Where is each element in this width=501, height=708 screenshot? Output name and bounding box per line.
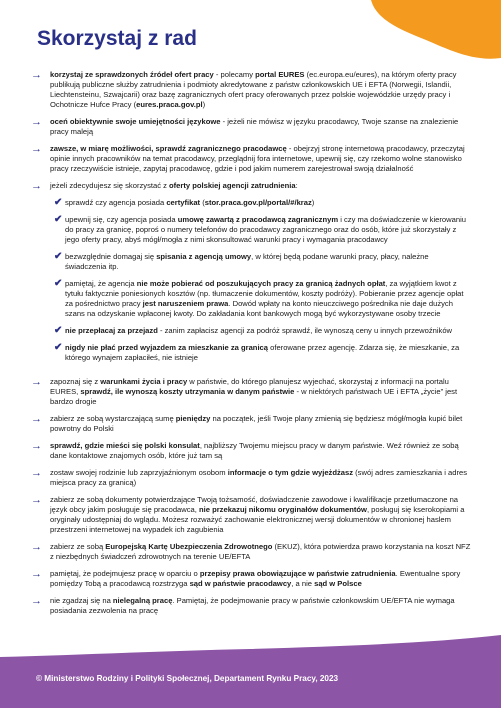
text-segment: , za wyjątkiem kwot z tytułu faktycznie poniesionych kosztów (np. tłumaczenie dokumentów, koszty podróży). Pobieranie przez agencje opłat za pośrednictwo pracy — [65, 279, 464, 308]
checklist-text — [65, 279, 471, 319]
bold-text-segment: stor.praca.gov.pl/portal/#/kraz — [204, 198, 312, 207]
text-segment: bezwzględnie domagaj się — [65, 252, 157, 261]
checklist-text — [65, 198, 471, 208]
bold-text-segment: informacje o tym gdzie wyjeżdżasz — [227, 468, 354, 477]
text-segment: zostaw swojej rodzinie lub zaprzyjaźnionym osobom — [50, 468, 228, 477]
orange-decoration-shape — [351, 0, 501, 60]
checklist-item — [54, 198, 471, 208]
bold-text-segment: eures.praca.gov.pl — [136, 100, 203, 109]
purple-wave-shape — [0, 635, 501, 708]
advice-text — [50, 468, 471, 488]
bold-text-segment: jest naruszeniem prawa — [142, 299, 229, 308]
text-segment: : — [295, 181, 298, 190]
advice-text — [50, 70, 471, 110]
checklist-text — [65, 343, 471, 363]
advice-item — [31, 542, 471, 562]
bold-text-segment: przepisy prawa obowiązujące w państwie zatrudnienia — [199, 569, 396, 578]
text-segment: . Ewentualne spory pomiędzy Tobą a pracodawcą rozstrzyga — [50, 569, 461, 588]
advice-list — [31, 70, 471, 623]
bold-text-segment: nie przekazuj nikomu oryginałów dokumentów — [199, 505, 367, 514]
bold-text-segment: korzystaj ze sprawdzonych źródeł ofert pracy — [50, 70, 214, 79]
text-segment: na początek, jeśli Twoje plany zmienią się będziesz mógł/mogła kupić bilet powrotny do Polski — [50, 414, 463, 433]
advice-text — [50, 596, 471, 616]
advice-text — [50, 414, 471, 434]
text-segment: . Dowód wpłaty na konto nieuczciwego pośrednika nie daje dużych szans na odzyskanie wpłaconej kwoty. Do zakładania kont bankowych mogą być wykorzystywane osoby trzecie — [65, 299, 453, 318]
text-segment: - polecamy — [213, 70, 256, 79]
text-segment: oferowane przez agencję. Zdarza się, że mieszkanie, za którego wynajem zapłaciłeś, nie istnieje — [65, 343, 460, 362]
check-icon: ✔ — [54, 278, 63, 289]
arrow-right-icon: → — [31, 467, 42, 479]
bold-text-segment: zawsze, w miarę możliwości, sprawdź zagranicznego pracodawcę — [50, 144, 287, 153]
arrow-right-icon: → — [31, 143, 42, 155]
bold-text-segment: pieniędzy — [175, 414, 211, 423]
checklist-item — [54, 326, 471, 336]
text-segment: upewnij się, czy agencja posiada — [65, 215, 178, 224]
text-segment: ( — [200, 198, 205, 207]
bold-text-segment: umowę zawartą z pracodawcą zagranicznym — [177, 215, 339, 224]
text-segment: zabierz ze sobą dokumenty potwierdzające Twoją tożsamość, doświadczenie zawodowe i kwalifikacje przetłumaczone na język obcy jakim posługuje się pracodawca, — [50, 495, 459, 514]
checklist-item — [54, 252, 471, 272]
advice-item — [31, 441, 471, 461]
text-segment: - zanim zapłacisz agencji za podróż sprawdź, ile wynoszą ceny u innych przewoźników — [157, 326, 453, 335]
checklist-item — [54, 279, 471, 319]
advice-item — [31, 468, 471, 488]
text-segment: , w której będą podane warunki pracy, płacy, należne świadczenia itp. — [65, 252, 429, 271]
text-segment: - w niektórych państwach UE i EFTA „życie” jest bardzo drogie — [50, 387, 458, 406]
bold-text-segment: sprawdź, gdzie mieści się polski konsulat — [50, 441, 200, 450]
agency-checklist — [54, 198, 471, 363]
advice-item — [31, 144, 471, 174]
checklist-item — [54, 343, 471, 363]
bold-text-segment: certyfikat — [166, 198, 201, 207]
text-segment: , najbliższy Twojemu miejscu pracy w danym państwie. Weź również ze sobą dane kontaktowe znajomych osób, które już tam są — [50, 441, 459, 460]
advice-text — [50, 144, 471, 174]
text-segment: , posługuj się kserokopiami a oryginały udostępniaj do wglądu. Możesz rozważyć zachowanie elektronicznej wersji dokumentów w chronionej haslem przestrzeni internetowej na wypadek ich zagubienia — [50, 505, 465, 534]
text-segment: ) — [202, 100, 206, 109]
text-segment: jeżeli zdecydujesz się skorzystać z — [50, 181, 170, 190]
checklist-item — [54, 215, 471, 245]
bold-text-segment: oceń obiektywnie swoje umiejętności językowe — [50, 117, 221, 126]
bold-text-segment: nielegalną pracę — [112, 596, 173, 605]
advice-text — [50, 569, 471, 589]
bold-text-segment: sprawdź, ile wynoszą koszty utrzymania w danym państwie — [80, 387, 295, 396]
checklist-text — [65, 252, 471, 272]
text-segment: pamiętaj, że agencja — [65, 279, 137, 288]
bold-text-segment: sąd w Polsce — [314, 579, 362, 588]
arrow-right-icon: → — [31, 376, 42, 388]
text-segment: zabierz ze sobą wystarczającą sumę — [50, 414, 176, 423]
advice-text — [50, 441, 471, 461]
text-segment: pamiętaj, że podejmujesz pracę w oparciu o — [50, 569, 200, 578]
text-segment: zabierz ze sobą — [50, 542, 106, 551]
advice-text — [50, 495, 471, 535]
bold-text-segment: Europejską Kartę Ubezpieczenia Zdrowotnego — [105, 542, 273, 551]
text-segment: sprawdź czy agencja posiada — [65, 198, 167, 207]
footer-copyright: © Ministerstwo Rodziny i Polityki Społecznej, Departament Rynku Pracy, 2023 — [36, 674, 339, 683]
advice-item — [31, 181, 471, 370]
arrow-right-icon: → — [31, 116, 42, 128]
bold-text-segment: warunkami życia i pracy — [100, 377, 188, 386]
arrow-right-icon: → — [31, 541, 42, 553]
advice-item — [31, 377, 471, 407]
footer-band — [0, 635, 501, 708]
advice-item — [31, 596, 471, 616]
text-segment: . Pamiętaj, że podejmowanie pracy w państwie członkowskim UE/EFTA nie wymaga posiadania zezwolenia na pracę — [50, 596, 455, 615]
arrow-right-icon: → — [31, 494, 42, 506]
arrow-right-icon: → — [31, 440, 42, 452]
bold-text-segment: oferty polskiej agencji zatrudnienia — [169, 181, 296, 190]
page-title: Skorzystaj z rad — [37, 27, 197, 50]
bold-text-segment: portal EURES — [255, 70, 305, 79]
advice-item — [31, 569, 471, 589]
arrow-right-icon: → — [31, 180, 42, 192]
advice-text — [50, 542, 471, 562]
check-icon: ✔ — [54, 342, 63, 353]
bold-text-segment: spisania z agencją umowy — [156, 252, 252, 261]
check-icon: ✔ — [54, 197, 63, 208]
check-icon: ✔ — [54, 251, 63, 262]
text-segment: ) — [311, 198, 315, 207]
check-icon: ✔ — [54, 214, 63, 225]
bold-text-segment: nigdy nie płać przed wyjazdem za mieszkanie za granicą — [65, 343, 268, 352]
advice-item — [31, 117, 471, 137]
text-segment: i czy ma doświadczenie w kierowaniu do pracy za granicę, poproś o numery telefonów do pracodawcy zagranicznego oraz do osób, które już skorzystały z jego oferty pracy, abyś mógł/mogła z nimi skonsultować warunki pracy i wymagania pracodawcy — [65, 215, 466, 244]
arrow-right-icon: → — [31, 595, 42, 607]
advice-item — [31, 70, 471, 110]
advice-item — [31, 495, 471, 535]
advice-item — [31, 414, 471, 434]
text-segment: zapoznaj się z — [50, 377, 101, 386]
text-segment: (ec.europa.eu/eures), na którym oferty pracy publikują publiczne służby zatrudnienia i podmioty akredytowane z państw członkowskich UE i EFTA (Norwegii, Islandii, Liechtensteinu, Szwajcarii) oraz bazę zagranicznych ofert pracy oferowanych przez polskie wojewódzkie urzędy pracy i Ochotnicze Hufce Pracy ( — [50, 70, 457, 109]
advice-text — [50, 181, 471, 370]
text-segment: , a nie — [291, 579, 315, 588]
checklist-text — [65, 215, 471, 245]
text-segment: - jeżeli nie mówisz w języku pracodawcy, Twoje szanse na znalezienie pracy maleją — [50, 117, 459, 136]
text-segment: nie zgadzaj się na — [50, 596, 113, 605]
bold-text-segment: nie przepłacaj za przejazd — [65, 326, 158, 335]
arrow-right-icon: → — [31, 413, 42, 425]
text-segment: (EKUZ), która potwierdza prawo korzystania na koszt NFZ z niezbędnych świadczeń zdrowotnych na terenie UE/EFTA — [50, 542, 471, 561]
advice-text — [50, 377, 471, 407]
text-segment: (swój adres zamieszkania i adres miejsca pracy za granicą) — [50, 468, 467, 487]
advice-text — [50, 117, 471, 137]
check-icon: ✔ — [54, 325, 63, 336]
text-segment: - obejrzyj stronę internetową pracodawcy, przeczytaj opinie innych pracowników na temat pracodawcy, przeglądnij fora internetowe, upewnij się, czy rzekomo wolne stanowisko pracy rzeczywiście istnieje, zapytaj pracodawcę, gdzie i pod jakim numerem zarejestrował swoją działalność — [50, 144, 465, 173]
bold-text-segment: nie może pobierać od poszukujących pracy za granicą żadnych opłat — [136, 279, 386, 288]
arrow-right-icon: → — [31, 568, 42, 580]
checklist-text — [65, 326, 471, 336]
bold-text-segment: sąd w państwie pracodawcy — [189, 579, 292, 588]
arrow-right-icon: → — [31, 69, 42, 81]
text-segment: w państwie, do którego planujesz wyjechać, skorzystaj z informacji na portalu EURES, — [50, 377, 449, 396]
